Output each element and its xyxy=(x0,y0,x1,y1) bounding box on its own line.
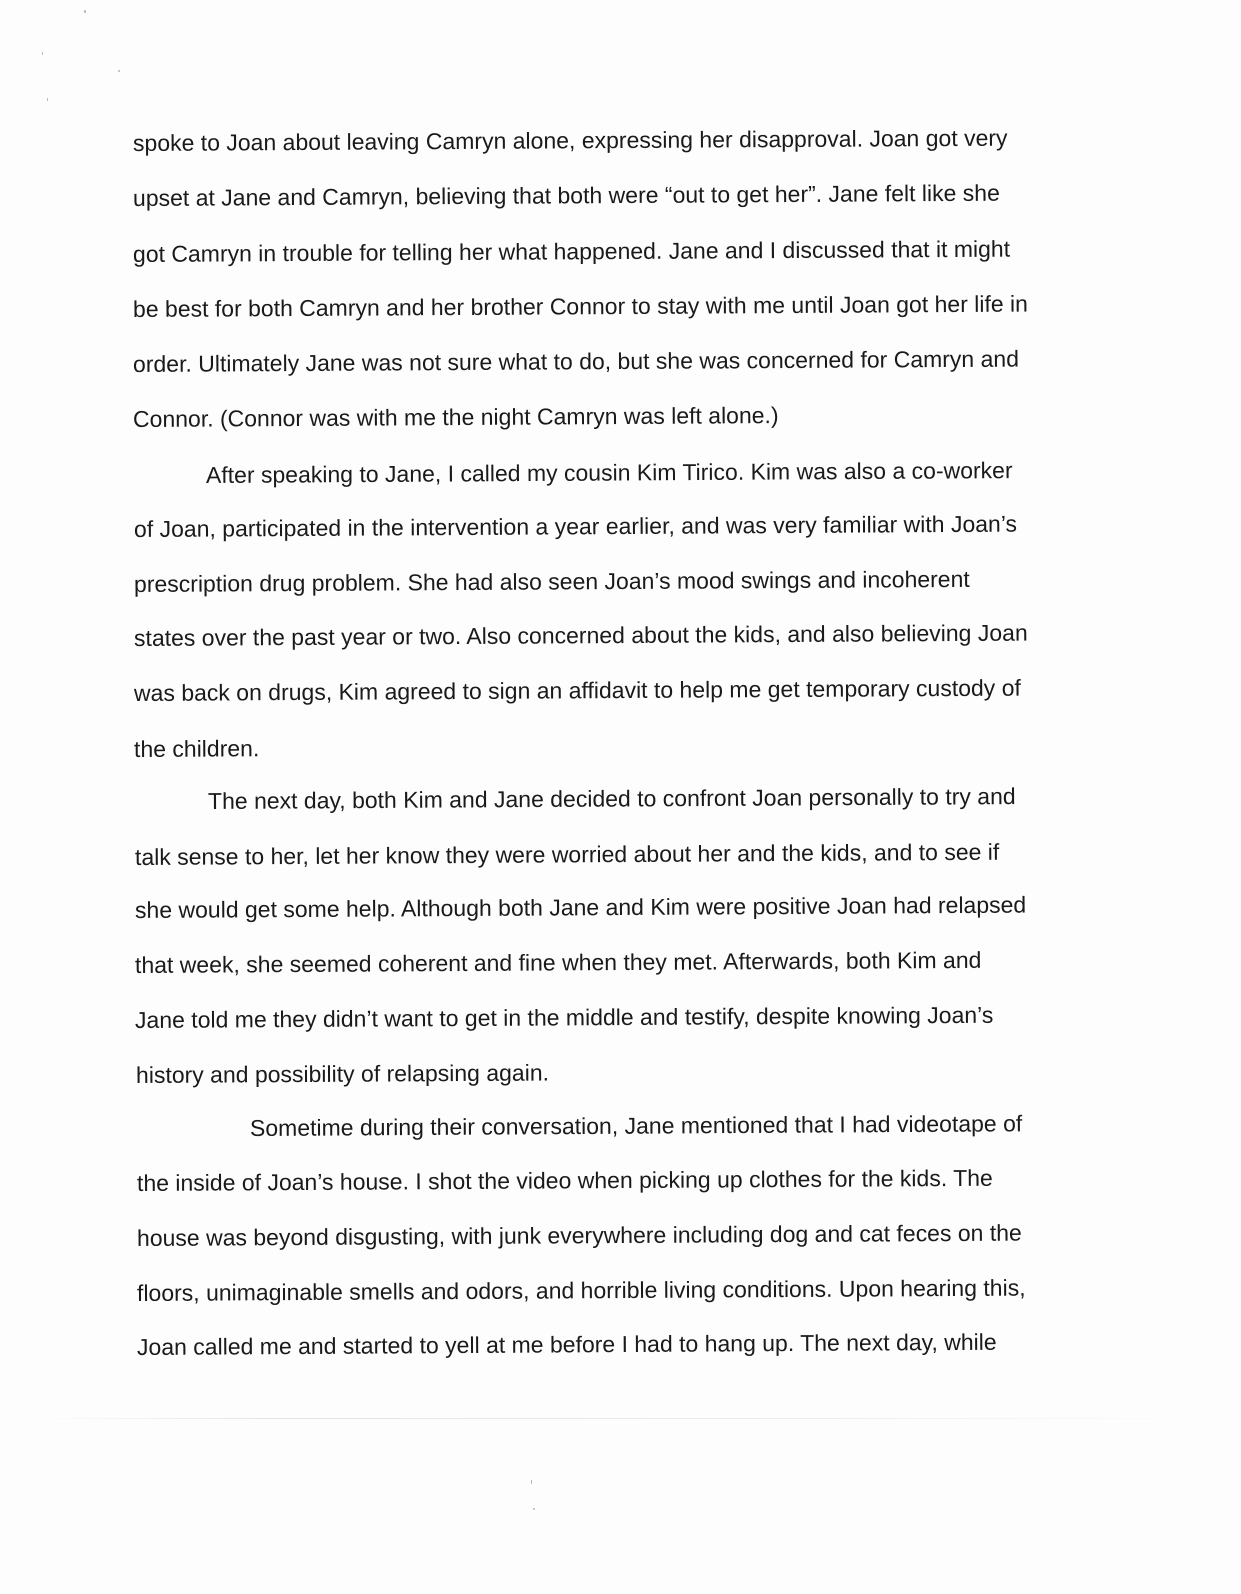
document-line-4: be best for both Camryn and her brother Connor to stay with me until Joan got her life in xyxy=(132,290,1029,322)
document-line-1: spoke to Joan about leaving Camryn alone, expressing her disapproval. Joan got very xyxy=(132,124,1008,156)
document-line-22: floors, unimaginable smells and odors, and horrible living conditions. Upon hearing this, xyxy=(136,1274,1026,1306)
document-line-12: the children. xyxy=(133,735,260,762)
scan-speck xyxy=(118,70,120,72)
scan-speck xyxy=(84,10,86,13)
document-line-3: got Camryn in trouble for telling her what happened. Jane and I discussed that it might xyxy=(132,235,1011,267)
document-line-19: Sometime during their conversation, Jane mentioned that I had videotape of xyxy=(249,1110,1023,1141)
scan-streak xyxy=(30,1418,1210,1419)
document-line-10: states over the past year or two. Also concerned about the kids, and also believing Joan xyxy=(133,619,1028,651)
scan-speck xyxy=(47,98,48,101)
scan-speck xyxy=(531,1480,532,1484)
document-line-18: history and possibility of relapsing again. xyxy=(135,1059,550,1088)
document-line-13: The next day, both Kim and Jane decided to confront Joan personally to try and xyxy=(207,783,1016,814)
document-line-7: After speaking to Jane, I called my cousin Kim Tirico. Kim was also a co-worker xyxy=(205,457,1013,488)
document-line-2: upset at Jane and Camryn, believing that both were “out to get her”. Jane felt like she xyxy=(132,179,1000,211)
document-line-5: order. Ultimately Jane was not sure what to do, but she was concerned for Camryn and xyxy=(132,345,1020,377)
document-line-14: talk sense to her, let her know they were worried about her and the kids, and to see if xyxy=(134,838,1000,870)
scan-speck xyxy=(42,52,43,55)
document-line-21: house was beyond disgusting, with junk everywhere including dog and cat feces on the xyxy=(136,1219,1022,1251)
document-line-23: Joan called me and started to yell at me before I had to hang up. The next day, while xyxy=(136,1328,997,1360)
scan-speck xyxy=(533,1508,535,1510)
document-line-8: of Joan, participated in the intervention a year earlier, and was very familiar with Joan’s xyxy=(133,510,1018,542)
document-line-6: Connor. (Connor was with me the night Camryn was left alone.) xyxy=(132,402,779,432)
document-line-11: was back on drugs, Kim agreed to sign an affidavit to help me get temporary custody of xyxy=(133,674,1021,706)
document-line-9: prescription drug problem. She had also seen Joan’s mood swings and incoherent xyxy=(133,565,970,597)
document-line-15: she would get some help. Although both Jane and Kim were positive Joan had relapsed xyxy=(134,891,1027,923)
document-line-20: the inside of Joan’s house. I shot the video when picking up clothes for the kids. The xyxy=(136,1164,993,1196)
document-line-17: Jane told me they didn’t want to get in the middle and testify, despite knowing Joan’s xyxy=(134,1001,994,1033)
document-line-16: that week, she seemed coherent and fine when they met. Afterwards, both Kim and xyxy=(134,946,982,978)
